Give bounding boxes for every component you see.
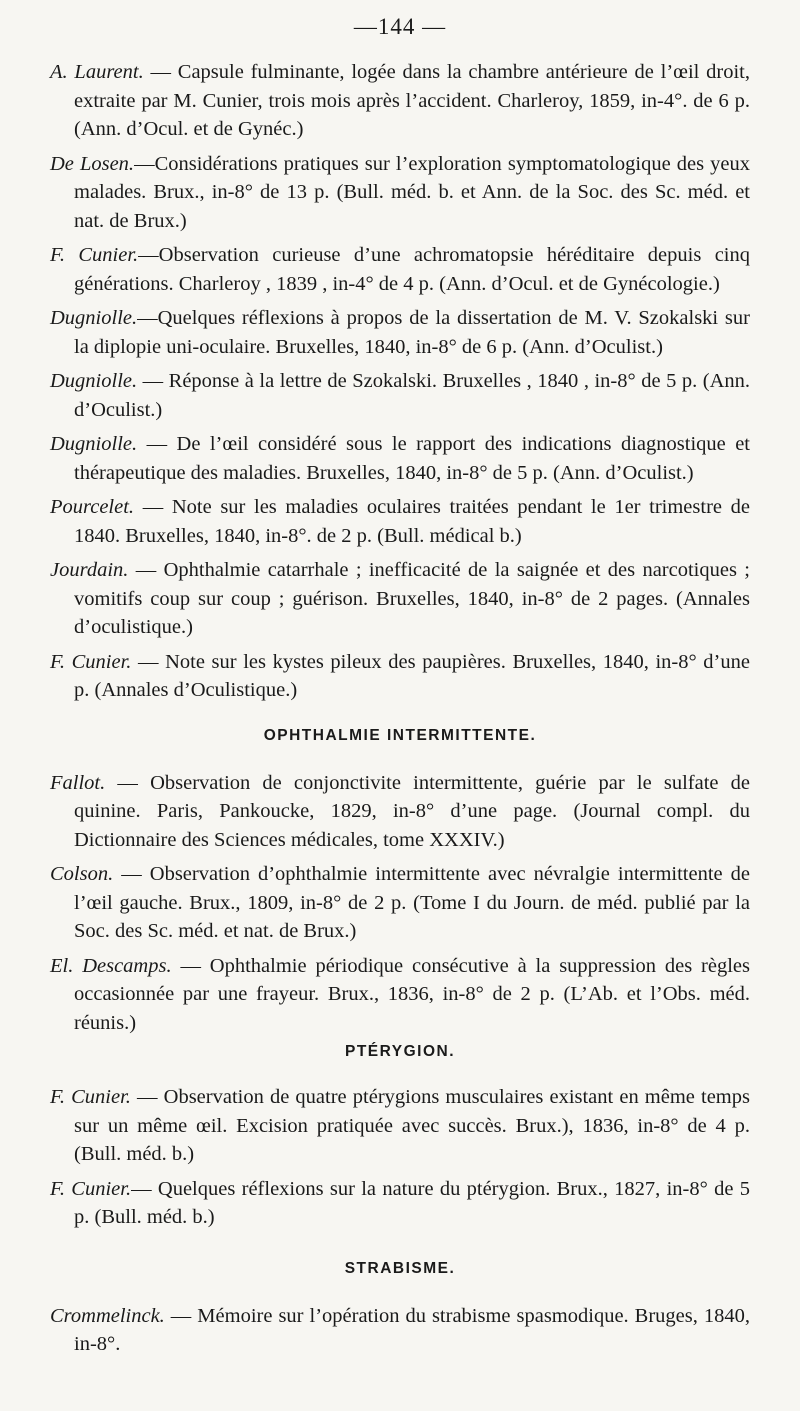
entry-author: Fallot. [50,771,106,794]
entry [50,556,750,642]
entry-text: — Observation de conjonctivite intermittente, guérie par le sulfate de quinine. Paris, Pankoucke, 1829, in-8° d’une page. (Journal compl. du Dictionnaire des Sciences médicales, tome XXXIV.) [74,771,750,851]
entry-text: — Note sur les maladies oculaires traitées pendant le 1er trimestre de 1840. Bruxelles, 1840, in-8°. de 2 p. (Bull. médical b.) [74,496,750,547]
entry [50,952,750,1038]
entry-author: F. Cunier. [50,1177,132,1200]
entry [50,367,750,424]
entry-text: — Mémoire sur l’opération du strabisme spasmodique. Bruges, 1840, in-8°. [74,1304,750,1355]
entry-author: F. Cunier. [50,650,132,673]
entry-text: — Ophthalmie catarrhale ; inefficacité de la saignée et des narcotiques ; vomitifs coup sur coup ; guérison. Bruxelles, 1840, in-8° de 2 pages. (Annales d’oculistique.) [74,559,750,638]
section-heading: PTÉRYGION. [344,1043,456,1060]
entry [50,1175,750,1232]
entry [50,304,750,361]
entry-author: A. Laurent. [50,61,144,83]
entry-text: — Observation de quatre ptérygions musculaires existant en même temps sur un même œil. Excision pratiquée avec succès. Brux.), 1836, in-8° de 4 p. (Bull. méd. b.) [74,1086,750,1165]
entry-text: — Capsule fulminante, logée dans la chambre antérieure de l’œil droit, extraite par M. Cunier, trois mois après l’accident. Charleroy, 1859, in-4°. de 6 p. (Ann. d’Ocul. et de Gynéc.) [74,61,750,140]
entry [50,860,750,946]
entry-author: F. Cunier. [50,1086,131,1108]
entry-author: Dugniolle. [50,433,138,455]
section-general [50,58,750,705]
entry [50,1083,750,1169]
entry-text: — De l’œil considéré sous le rapport des indications diagnostique et thérapeutique des maladies. Bruxelles, 1840, in-8° de 5 p. (Ann. d’Oculist.) [74,433,750,484]
entry [50,1302,750,1359]
page-number: —144 — [353,14,447,39]
entry-author: Pourcelet. [50,496,135,518]
entry [50,241,750,298]
bibliography [50,58,750,1365]
entry [50,430,750,487]
entry-text: — Note sur les kystes pileux des paupières. Bruxelles, 1840, in-8° d’une p. (Annales d’Oculistique.) [74,650,750,701]
entry-text: —Observation curieuse d’une achromatopsie héréditaire depuis cinq générations. Charleroy , 1839 , in-4° de 4 p. (Ann. d’Ocul. et de Gynécologie.) [74,244,750,295]
entry-author: F. Cunier. [50,244,139,266]
section-strabisme [50,1260,750,1359]
entry-author: Crommelinck. [50,1304,165,1327]
section-heading: STRABISME. [344,1259,456,1277]
entry-text: —Considérations pratiques sur l’exploration symptomatologique des yeux malades. Brux., in-8° de 13 p. (Bull. méd. b. et Ann. de la Soc. des Sc. méd. et nat. de Brux.) [74,152,750,232]
entry-text: — Quelques réflexions sur la nature du ptérygion. Brux., 1827, in-8° de 5 p. (Bull. méd. b.) [74,1177,750,1228]
entry [50,58,750,144]
entry-author: El. Descamps. [50,954,172,977]
entry [50,493,750,550]
entry-text: — Réponse à la lettre de Szokalski. Bruxelles , 1840 , in-8° de 5 p. (Ann. d’Oculist.) [74,370,750,421]
section-pterygion [50,1043,750,1232]
entry-text: —Quelques réflexions à propos de la dissertation de M. V. Szokalski sur la diplopie uni-oculaire. Bruxelles, 1840, in-8° de 6 p. (Ann. d’Oculist.) [74,307,750,358]
entry-text: — Observation d’ophthalmie intermittente avec névralgie intermittente de l’œil gauche. Brux., 1809, in-8° de 2 p. (Tome I du Journ. de méd. publié par la Soc. des Sc. méd. et nat. de Brux.) [74,863,750,942]
entry [50,648,750,705]
entry [50,150,750,236]
entry-text: — Ophthalmie périodique consécutive à la suppression des règles occasionnée par une frayeur. Brux., 1836, in-8° de 2 p. (L’Ab. et l’Obs. méd. réunis.) [74,954,751,1034]
entry-author: Dugniolle. [50,370,138,392]
section-heading: OPHTHALMIE INTERMITTENTE. [263,726,537,744]
entry-author: Dugniolle. [50,307,138,329]
section-ophthalmie-intermittente [50,727,750,1038]
entry [50,769,750,855]
entry-author: De Losen. [50,152,135,175]
entry-author: Colson. [50,863,114,885]
entry-author: Jourdain. [50,559,129,581]
